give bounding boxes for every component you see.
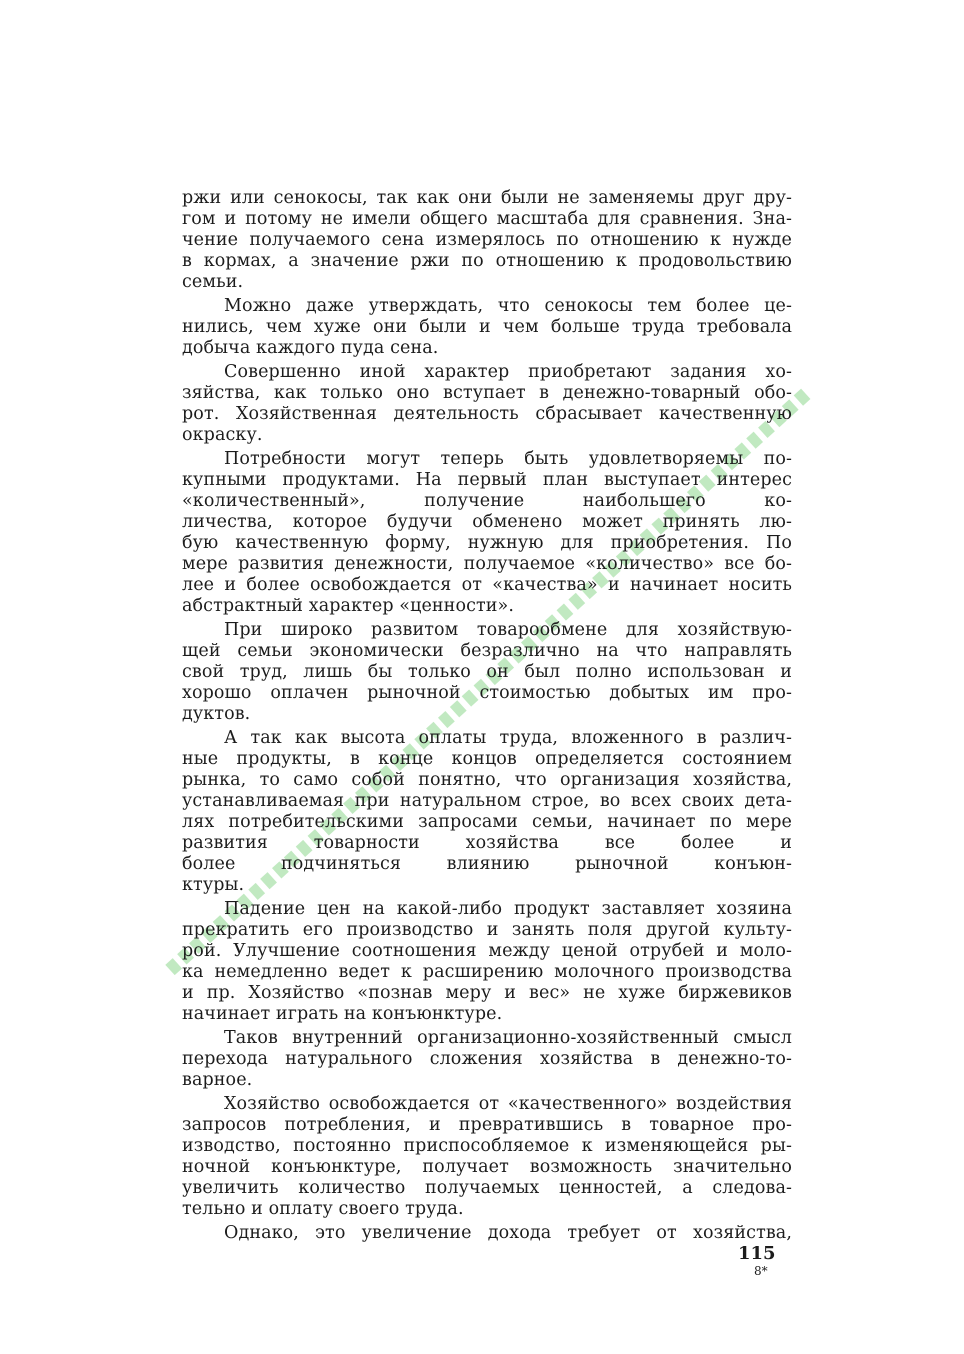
text-line: более подчиняться влиянию рыночной конъюн- [182, 854, 792, 874]
text-line: Можно даже утверждать, что сенокосы тем более це- [224, 296, 792, 316]
text-line: нились, чем хуже они были и чем больше труда требовала [182, 317, 792, 337]
text-line: «количественный», получение наибольшего ко- [182, 491, 792, 511]
text-line: свой труд, лишь бы только он был полно использован и [182, 662, 792, 682]
text-line: А так как высота оплаты труда, вложенного в различ- [224, 728, 792, 748]
signature-mark: 8* [754, 1264, 768, 1278]
text-line: запросов потребления, и превратившись в товарное про- [182, 1115, 792, 1135]
text-line: бую качественную форму, нужную для приобретения. По [182, 533, 792, 553]
text-line: развития товарности хозяйства все более и [182, 833, 792, 853]
text-line: лее и более освобождается от «качества» и начинает носить [182, 575, 792, 595]
text-line: варное. [182, 1070, 253, 1090]
paragraph-3 [182, 362, 792, 446]
text-line: в кормах, а значение ржи по отношению к продовольствию [182, 251, 792, 271]
text-line: лях потребительскими запросами семьи, начинает по мере [182, 812, 792, 832]
page-footer [738, 1244, 798, 1278]
text-line: Падение цен на какой-либо продукт заставляет хозяина [224, 899, 792, 919]
text-line: начинает играть на конъюнктуре. [182, 1004, 503, 1024]
text-line: купными продуктами. На первый план выступает интерес [182, 470, 792, 490]
text-line: увеличить количество получаемых ценностей, а следова- [182, 1178, 792, 1198]
text-line: Однако, это увеличение дохода требует от хозяйства, [224, 1223, 792, 1243]
paragraph-2 [182, 296, 792, 359]
paragraph-1 [182, 188, 792, 293]
text-line: ные продукты, в конце концов определяется состоянием [182, 749, 792, 769]
paragraph-10 [182, 1223, 792, 1244]
text-line: чение получаемого сена измерялось по отношению к нужде [182, 230, 792, 250]
text-line: ночной конъюнктуре, получает возможность значительно [182, 1157, 792, 1177]
text-line: устанавливаемая при натуральном строе, во всех своих дета- [182, 791, 792, 811]
text-line: перехода натурального сложения хозяйства в денежно-то- [182, 1049, 792, 1069]
text-line: Таков внутренний организационно-хозяйственный смысл [224, 1028, 792, 1048]
text-line: рой. Улучшение соотношения между ценой отрубей и моло- [182, 941, 792, 961]
text-line: гом и потому не имели общего масштаба для сравнения. Зна- [182, 209, 792, 229]
text-line: тельно и оплату своего труда. [182, 1199, 464, 1219]
text-line: изводство, постоянно приспособляемое к изменяющейся ры- [182, 1136, 792, 1156]
text-line: прекратить его производство и занять поля другой культу- [182, 920, 792, 940]
text-line: добыча каждого пуда сена. [182, 338, 439, 358]
text-line: личества, которое будучи обменено может принять лю- [182, 512, 792, 532]
paragraph-6 [182, 728, 792, 896]
page-number: 115 [738, 1243, 776, 1264]
page-body [182, 188, 792, 1288]
paragraph-5 [182, 620, 792, 725]
paragraph-4 [182, 449, 792, 617]
text-line: хорошо оплачен рыночной стоимостью добытых им про- [182, 683, 792, 703]
text-line: абстрактный характер «ценности». [182, 596, 514, 616]
text-line: дуктов. [182, 704, 251, 724]
text-line: ржи или сенокосы, так как они были не заменяемы друг дру- [182, 188, 792, 208]
text-line: окраску. [182, 425, 263, 445]
paragraph-7 [182, 899, 792, 1025]
text-line: При широко развитом товарообмене для хозяйствую- [224, 620, 792, 640]
paragraph-9 [182, 1094, 792, 1220]
text-line: семьи. [182, 272, 244, 292]
text-line: Совершенно иной характер приобретают задания хо- [224, 362, 792, 382]
text-line: ка немедленно ведет к расширению молочного производства [182, 962, 792, 982]
text-line: ктуры. [182, 875, 245, 895]
text-line: рот. Хозяйственная деятельность сбрасывает качественную [182, 404, 792, 424]
text-line: рынка, то само собой понятно, что организация хозяйства, [182, 770, 792, 790]
text-line: Хозяйство освобождается от «качественного» воздействия [224, 1094, 792, 1114]
text-line: зяйства, как только оно вступает в денежно-товарный обо- [182, 383, 792, 403]
text-line: Потребности могут теперь быть удовлетворяемы по- [224, 449, 792, 469]
paragraph-8 [182, 1028, 792, 1091]
text-line: мере развития денежности, получаемое «количество» все бо- [182, 554, 792, 574]
text-line: и пр. Хозяйство «познав меру и вес» не хуже биржевиков [182, 983, 792, 1003]
text-line: щей семьи экономически безразлично на что направлять [182, 641, 792, 661]
